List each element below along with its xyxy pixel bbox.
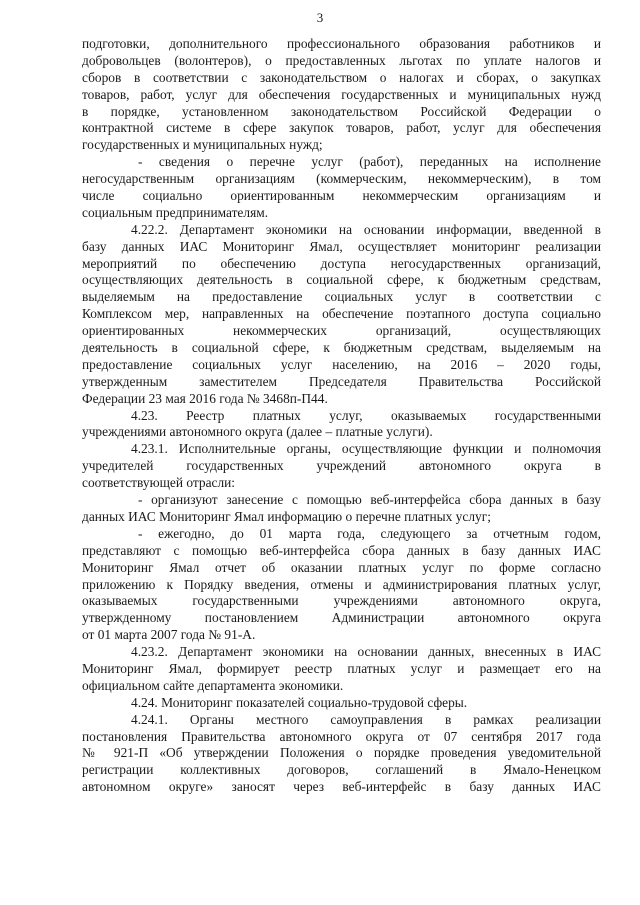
text-line: негосударственным организациям (коммерческим, некоммерческим), в том [82,171,601,187]
text-line: Мониторинг Ямал отчет об оказании платных услуг по форме согласно [82,559,601,575]
text-line: соответствующей отрасли: [82,475,236,491]
text-line: 4.23.1. Исполнительные органы, осуществляющие функции и полномочия [131,441,601,457]
text-line: социальным предпринимателям. [82,204,269,220]
text-line: учредителей государственных учреждений автономного округа в [82,458,601,474]
text-line: осуществляющих деятельность в социальной сфере, к бюджетным средствам, [82,272,601,288]
text-line: автономном округе» заносят через веб-интерфейс в базу данных ИАС [82,779,601,795]
text-line: учреждениями автономного округа (далее – платные услуги). [82,424,433,440]
text-line: подготовки, дополнительного профессионального образования работников и [82,36,601,51]
text-line: добровольцев (волонтеров), о предоставленных льготах по уплате налогов и [82,52,601,68]
text-line: - организуют занесение с помощью веб-интерфейса сбора данных в базу [138,492,601,508]
text-line: 4.22.2. Департамент экономики на основании информации, введенной в [131,221,601,237]
text-line: постановления Правительства автономного округа от 07 сентября 2017 года [82,728,601,744]
text-line: 4.24. Мониторинг показателей социально-трудовой сферы. [131,694,468,710]
text-line: 4.23.2. Департамент экономики на основании данных, внесенных в ИАС [131,644,601,660]
text-line: Комплексом мер, направленных на обеспечение поэтапного доступа социально [82,306,601,322]
text-line: сборов в соответствии с законодательством о налогах и сборах, о закупках [82,69,601,85]
text-line: мероприятий по обеспечению доступа негосударственных организаций, [82,255,601,271]
text-line: деятельность в социальной сфере, к бюджетным средствам, выделяемым на [82,340,601,356]
text-line: Мониторинг Ямал, формирует реестр платных услуг и размещает его на [82,660,601,676]
text-line: - ежегодно, до 01 марта года, следующего за отчетным годом, [138,525,601,541]
text-line: числе социально ориентированным некоммерческим организациям и [82,188,601,204]
text-line: от 01 марта 2007 года № 91-А. [82,627,256,643]
text-line: государственных и муниципальных нужд; [82,137,323,153]
text-line: базу данных ИАС Мониторинг Ямал, осуществляет мониторинг реализации [82,238,601,254]
text-line: контрактной системе в сфере закупок товаров, работ, услуг для обеспечения [82,120,601,136]
text-line: 4.23. Реестр платных услуг, оказываемых государственными [131,407,601,423]
text-line: выделяемым на предоставление социальных услуг в соответствии с [82,289,601,305]
page-number: 3 [316,10,324,25]
text-line: в порядке, установленном законодательством Российской Федерации о [82,103,601,119]
text-line: приложению к Порядку введения, отмены и администрирования платных услуг, [82,576,601,592]
text-line: регистрации коллективных договоров, соглашений в Ямало-Ненецком [82,762,601,778]
document-body [82,36,601,796]
text-line: товаров, работ, услуг для обеспечения государственных и муниципальных нужд [82,86,601,102]
text-line: № 921-П «Об утверждении Положения о порядке проведения уведомительной [82,745,601,761]
text-line: Федерации 23 мая 2016 года № 3468п-П44. [82,390,328,406]
text-line: предоставление социальных услуг населению, на 2016 – 2020 годы, [82,356,601,372]
text-line: ориентированных некоммерческих организаций, осуществляющих [82,323,601,339]
text-line: утвержденному постановлением Администрации автономного округа [82,610,601,626]
text-line: официальном сайте департамента экономики. [82,677,344,693]
text-line: представляют с помощью веб-интерфейса сбора данных в базу данных ИАС [82,542,601,558]
text-line: 4.24.1. Органы местного самоуправления в рамках реализации [131,711,601,727]
text-line: оказываемых государственными учреждениями автономного округа, [82,593,601,609]
text-line: данных ИАС Мониторинг Ямал информацию о перечне платных услуг; [82,508,491,524]
text-line: - сведения о перечне услуг (работ), переданных на исполнение [138,154,601,170]
text-line: утвержденным заместителем Председателя Правительства Российской [82,373,601,389]
